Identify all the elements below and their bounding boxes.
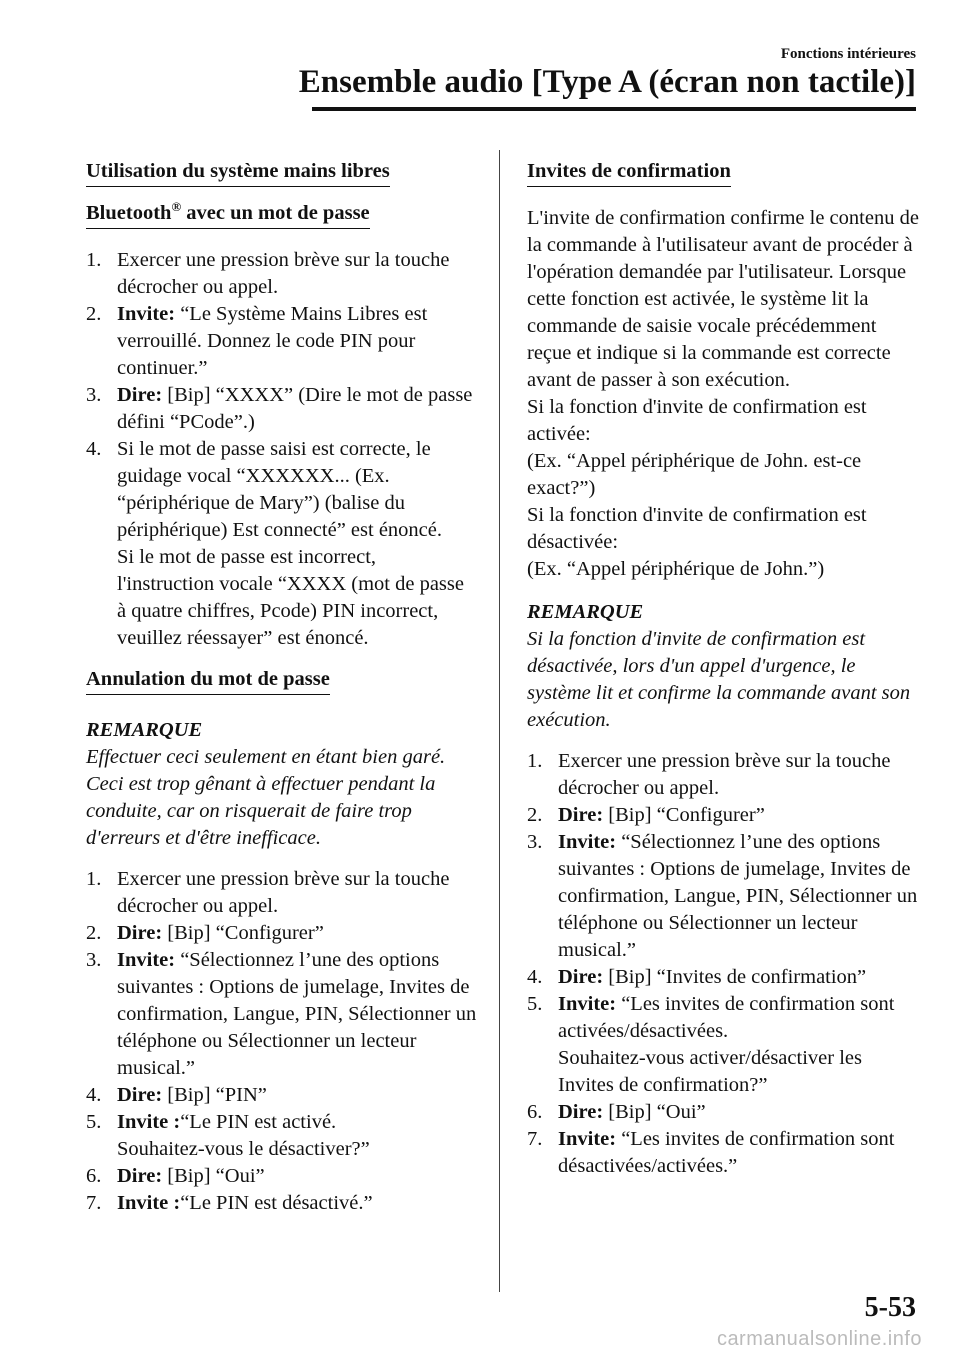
- right-column: [527, 158, 919, 1180]
- page-number: 5-53: [864, 1292, 916, 1323]
- step-label: Invite:: [117, 948, 176, 971]
- step-text: [Bip] “Oui”: [603, 1101, 706, 1123]
- step-number: 4.: [86, 437, 102, 460]
- step-number: 2.: [86, 302, 102, 325]
- step-text: [Bip] “Configurer”: [603, 804, 765, 826]
- step-number: 5.: [527, 993, 543, 1015]
- note-text: Si la fonction d'invite de confirmation est désactivée, lors d'un appel d'urgence, le système lit et confirme la commande avant son exécution.: [527, 628, 911, 731]
- step-extra: Souhaitez-vous activer/désactiver les Invites de confirmation?”: [558, 1047, 862, 1096]
- list-item: [527, 748, 919, 802]
- step-label: Dire:: [558, 966, 604, 988]
- note-confirmation: [527, 599, 919, 734]
- paragraph-enabled-example: (Ex. “Appel périphérique de John. est-ce exact?”): [527, 450, 862, 499]
- step-text: “Sélectionnez l’une des options suivantes : Options de jumelage, Invites de confirmation, Langue, PIN, Sélectionner un téléphone ou Sélectionner un lecteur musical.”: [117, 948, 477, 1079]
- step-text: [Bip] “PIN”: [162, 1083, 267, 1106]
- step-number: 4.: [86, 1083, 102, 1106]
- heading-suffix: avec un mot de passe: [181, 201, 370, 224]
- step-extra: Souhaitez-vous le désactiver?”: [117, 1137, 370, 1160]
- list-item: [86, 920, 478, 947]
- step-number: 3.: [86, 383, 102, 406]
- step-number: 7.: [86, 1191, 102, 1214]
- step-label: Invite :: [117, 1191, 181, 1214]
- step-number: 3.: [527, 831, 543, 853]
- step-text: [Bip] “Configurer”: [162, 921, 324, 944]
- step-number: 6.: [527, 1101, 543, 1123]
- header-section-label: Fonctions intérieures: [780, 46, 916, 62]
- paragraph-disabled-example: (Ex. “Appel périphérique de John.”): [527, 558, 825, 580]
- list-item: [527, 802, 919, 829]
- watermark: carmanualsonline.info: [716, 1328, 922, 1350]
- list-item: [86, 382, 478, 436]
- step-number: 5.: [86, 1110, 102, 1133]
- step-label: Dire:: [117, 921, 163, 944]
- step-label: Dire:: [117, 1164, 163, 1187]
- step-number: 3.: [86, 948, 102, 971]
- list-item: [86, 301, 478, 382]
- step-extra: Si le mot de passe est incorrect, l'instruction vocale “XXXX (mot de passe à quatre chiffres, Pcode) PIN incorrect, veuillez réessayer” est énoncé.: [117, 545, 464, 649]
- list-item: [86, 247, 478, 301]
- step-text: [Bip] “Oui”: [162, 1164, 265, 1187]
- step-text: “Le PIN est désactivé.”: [180, 1191, 373, 1214]
- step-label: Invite:: [558, 831, 617, 853]
- steps-list-password: [86, 247, 478, 652]
- step-text: Exercer une pression brève sur la touche décrocher ou appel.: [558, 750, 891, 799]
- step-number: 1.: [86, 867, 102, 890]
- step-number: 1.: [86, 248, 102, 271]
- heading-line-2: [86, 193, 370, 229]
- step-text: “Sélectionnez l’une des options suivantes : Options de jumelage, Invites de confirmation, Langue, PIN, Sélectionner un téléphone ou Sélectionner un lecteur musical.”: [558, 831, 918, 961]
- step-label: Invite :: [117, 1110, 181, 1133]
- step-label: Dire:: [117, 383, 163, 406]
- list-item: [86, 947, 478, 1082]
- step-number: 4.: [527, 966, 543, 988]
- step-label: Dire:: [117, 1083, 163, 1106]
- steps-list-confirmation: [527, 748, 919, 1180]
- step-label: Invite:: [558, 993, 617, 1015]
- note-cancel: [86, 717, 478, 852]
- step-label: Dire:: [558, 804, 604, 826]
- list-item: [86, 866, 478, 920]
- left-column: [86, 158, 478, 1217]
- steps-list-cancel: [86, 866, 478, 1217]
- step-label: Dire:: [558, 1101, 604, 1123]
- section-heading-password: [86, 158, 478, 235]
- note-title: REMARQUE: [527, 601, 644, 623]
- step-text: [Bip] “Invites de confirmation”: [603, 966, 867, 988]
- step-number: 1.: [527, 750, 543, 772]
- list-item: [86, 1163, 478, 1190]
- paragraph-enabled: Si la fonction d'invite de confirmation est activée:: [527, 396, 867, 445]
- list-item: [527, 829, 919, 964]
- column-divider: [499, 150, 500, 1292]
- page-title: Ensemble audio [Type A (écran non tactile)]: [298, 64, 916, 100]
- list-item: [527, 991, 919, 1099]
- note-text: Effectuer ceci seulement en étant bien garé. Ceci est trop gênant à effectuer pendant la conduite, car on risquerait de faire trop d'erreurs et d'être inefficace.: [86, 745, 446, 849]
- step-number: 6.: [86, 1164, 102, 1187]
- paragraph-intro: L'invite de confirmation confirme le contenu de la commande à l'utilisateur avant de procéder à l'opération demandée par l'utilisateur. Lorsque cette fonction est activée, le système lit la commande de saisie vocale précédemment reçue et indique si la commande est correcte avant de passer à son exécution.: [527, 207, 919, 391]
- step-text: [Bip] “XXXX” (Dire le mot de passe défini “PCode”.): [117, 383, 473, 433]
- registered-mark: ®: [171, 199, 182, 214]
- step-label: Invite:: [117, 302, 176, 325]
- section-heading-confirmation: Invites de confirmation: [527, 158, 731, 187]
- step-number: 2.: [86, 921, 102, 944]
- step-text: “Le Système Mains Libres est verrouillé. Donnez le code PIN pour continuer.”: [117, 302, 428, 379]
- note-title: REMARQUE: [86, 718, 203, 741]
- paragraph-disabled: Si la fonction d'invite de confirmation est désactivée:: [527, 504, 867, 553]
- list-item: [527, 964, 919, 991]
- step-number: 7.: [527, 1128, 543, 1150]
- step-text: Si le mot de passe saisi est correcte, le guidage vocal “XXXXXX... (Ex. “périphérique de Mary”) (balise du périphérique) Est connecté” est énoncé.: [117, 437, 442, 541]
- step-text: Exercer une pression brève sur la touche décrocher ou appel.: [117, 867, 450, 917]
- list-item: [86, 436, 478, 652]
- list-item: [86, 1190, 478, 1217]
- header-rule: [312, 107, 916, 111]
- step-text: “Les invites de confirmation sont activées/désactivées.: [558, 993, 895, 1042]
- step-text: “Le PIN est activé.: [180, 1110, 337, 1133]
- heading-bluetooth: Bluetooth: [86, 201, 172, 224]
- list-item: [86, 1082, 478, 1109]
- list-item: [527, 1099, 919, 1126]
- list-item: [527, 1126, 919, 1180]
- list-item: [86, 1109, 478, 1163]
- section-heading-cancel: Annulation du mot de passe: [86, 666, 330, 695]
- step-text: Exercer une pression brève sur la touche décrocher ou appel.: [117, 248, 450, 298]
- heading-line-1: Utilisation du système mains libres: [86, 158, 390, 187]
- step-text: “Les invites de confirmation sont désactivées/activées.”: [558, 1128, 895, 1177]
- step-label: Invite:: [558, 1128, 617, 1150]
- step-number: 2.: [527, 804, 543, 826]
